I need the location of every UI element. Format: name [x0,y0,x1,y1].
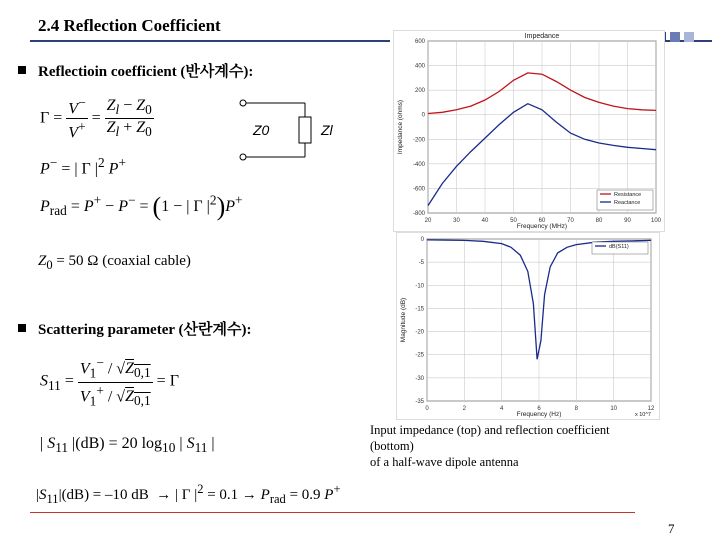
zl-label: Zl [321,122,333,138]
caption-line: of a half-wave dipole antenna [370,455,519,469]
power-radiated-equation: $P_{rad} = P^+ - P^- = (1$ − | Γ $|^2)P^+$ [40,192,243,221]
s11-equation: $S_{11}$ = $\frac{V_1^- / √Z_{0,1}}{V_1^+ / √Z_{0,1}}$ = Γ [40,355,179,409]
y-tick-label: -10 [415,283,424,290]
x-tick-label: 30 [453,218,460,224]
bottom-equation: $|S_{11}|(dB) = -10$ dB → | Γ $|^2 = 0.1 \to P_{rad} = 0.9$ P+ [36,482,341,506]
slide-title: 2.4 Reflection Coefficient [38,16,221,35]
y-tick-label: -400 [412,161,425,168]
x-tick-label: 20 [424,218,432,224]
y-tick-label: 400 [414,63,425,70]
s11-chart [396,232,660,420]
x-tick-label: 40 [481,218,489,224]
x-axis-label: Frequency (MHz) [516,223,568,230]
x-tick-label: 6 [537,406,541,412]
bullet-text: Scattering parameter (산란계수): [38,322,252,338]
circuit-diagram [235,95,345,165]
x-tick-label: 60 [538,218,546,224]
y-tick-label: -600 [412,186,425,193]
y-tick-label: 0 [421,112,425,119]
x-tick-label: 50 [510,218,517,224]
x-tick-label: 4 [499,406,504,412]
x-axis-label: Frequency (Hz) [516,411,562,418]
bullet-text: Reflectioin coefficient (반사계수): [38,64,254,80]
y-tick-label: -25 [415,352,424,359]
s11-db-equation: | $S_{11}$ |(dB) = 20 $\log_{10}$ | $S_{11}$ | [40,435,215,456]
x-tick-label: 10 [610,406,618,412]
y-tick-label: -200 [412,137,425,144]
bullet-scattering [18,318,251,339]
gamma-equation: Γ = $\frac{V^-}{V^+}$ = $\frac{Z_l - Z_0}{Z_l + Z_0}$ [40,95,152,142]
x-tick-label: 100 [650,218,662,224]
y-tick-label: -5 [418,260,424,267]
y-tick-label: -15 [415,306,424,313]
bullet-icon [18,324,26,332]
z0-note-text: = 50 Ω (coaxial cable) [56,253,191,269]
figure-caption [370,422,670,470]
corner-block [670,32,680,42]
page-number: 7 [668,521,675,536]
legend-label: Reactance [614,200,641,206]
x-tick-label: 8 [574,406,579,412]
caption-line: Input impedance (top) and reflection coefficient [370,423,610,437]
legend-label: dB(S11) [609,244,629,250]
x-tick-label: 12 [647,406,655,412]
z0-label: Z0 [253,122,270,138]
x-exponent-label: x 10^7 [634,412,651,418]
power-reflected-equation: P− = | Γ $|^2$ P+ [40,155,126,178]
x-tick-label: 0 [425,406,429,412]
x-tick-label: 90 [624,218,631,224]
y-tick-label: -800 [412,211,425,217]
bullet-reflection [18,60,253,81]
impedance-chart [393,30,665,232]
y-axis-label: Impedance (ohms) [397,99,404,155]
y-tick-label: -20 [415,329,424,336]
title-rule [30,40,390,42]
legend-label: Resistance [614,192,642,198]
z0-note: $Z_0 = 50$ Ω (coaxial cable) [38,253,191,272]
chart-title: Impedance [524,33,560,40]
corner-block [684,32,694,42]
y-tick-label: -35 [415,399,424,405]
x-tick-label: 70 [567,218,574,224]
y-tick-label: 200 [414,88,425,95]
x-tick-label: 80 [595,218,603,224]
y-tick-label: -30 [415,375,424,382]
caption-line: (bottom) [370,439,414,453]
y-tick-label: 600 [414,39,425,45]
x-tick-label: 2 [462,406,467,412]
y-axis-label: Magnitude (dB) [400,297,407,343]
y-tick-label: 0 [420,237,424,243]
bullet-icon [18,66,26,74]
footer-rule [30,512,635,513]
